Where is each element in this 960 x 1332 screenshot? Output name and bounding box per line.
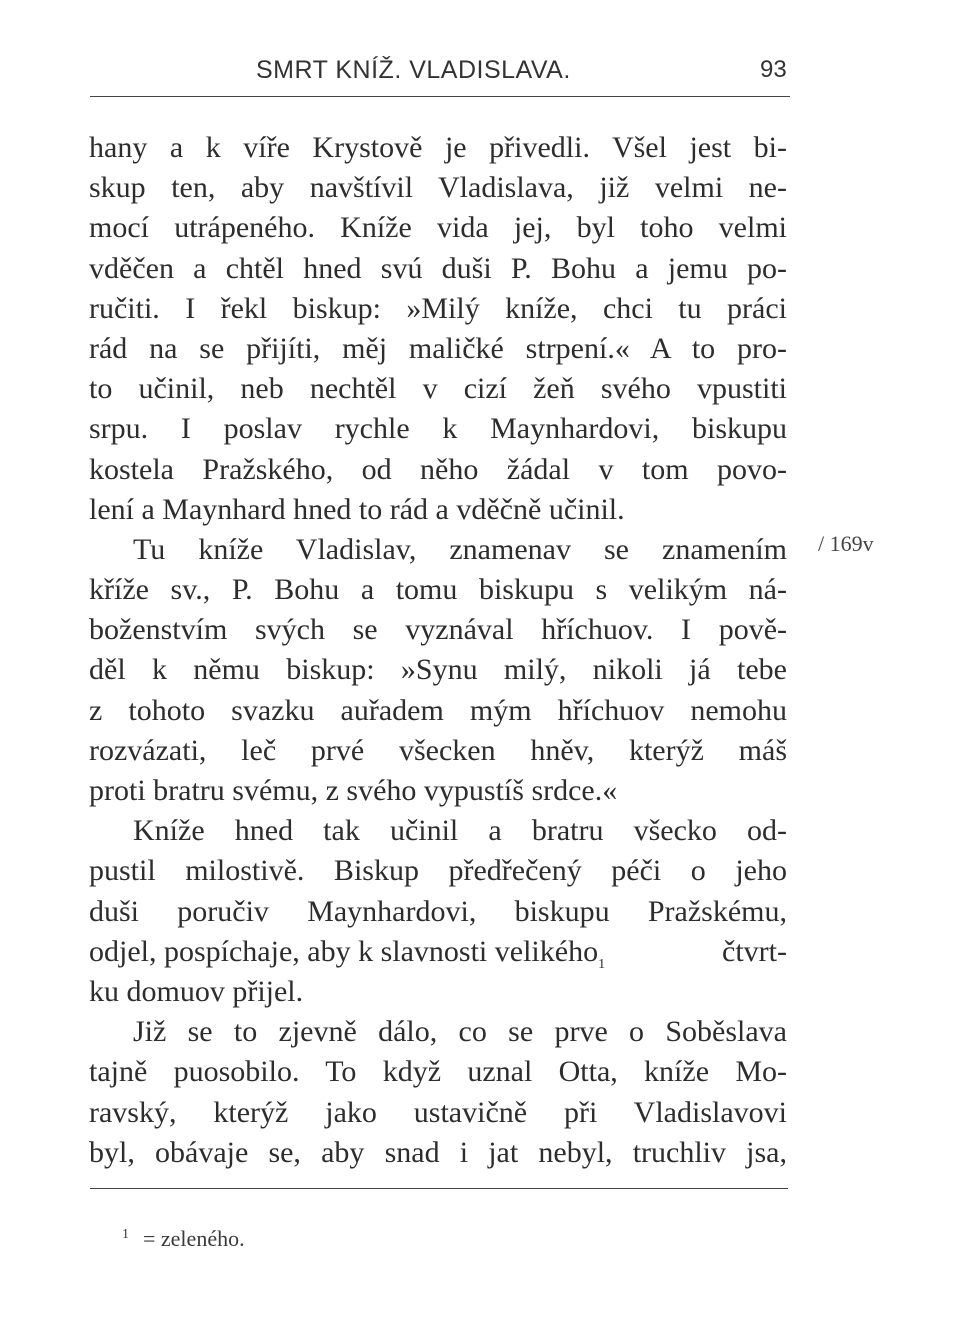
text-line: ravský, kterýž jako ustavičně při Vladislavovi xyxy=(89,1095,787,1129)
running-head: SMRT KNÍŽ. VLADISLAVA. xyxy=(256,56,571,84)
text-line: skup ten, aby navštívil Vladislava, již velmi ne- xyxy=(89,171,787,205)
text-line: ku domuov přijel. xyxy=(89,974,304,1008)
text-line: pustil milostivě. Biskup předřečený péči o jeho xyxy=(89,854,787,888)
text-line: Již se to zjevně dálo, co se prve o Soběslava xyxy=(133,1015,787,1049)
margin-folio-note: / 169v xyxy=(818,531,874,556)
text-line: vděčen a chtěl hned svú duši P. Bohu a jemu po- xyxy=(89,251,787,285)
text-line: proti bratru svému, z svého vypustíš srdce.« xyxy=(89,774,618,807)
text-line: tajně puosobilo. To když uznal Otta, kníže Mo- xyxy=(89,1055,787,1089)
text-line-head: odjel, pospíchaje, aby k slavnosti velikého$_1$ xyxy=(89,934,606,972)
footnote-reference: 1 xyxy=(598,956,606,972)
text-line: ručiti. I řekl biskup: »Milý kníže, chci tu práci xyxy=(89,291,787,325)
footnote-mark: 1 xyxy=(122,1226,129,1242)
text-line: lení a Maynhard hned to rád a vděčně učinil. xyxy=(89,492,625,526)
text-line: boženstvím svých se vyznával hříchuov. I pově- xyxy=(89,613,787,647)
text-line: duši poručiv Maynhardovi, biskupu Pražskému, xyxy=(89,894,787,928)
text-line: děl k němu biskup: »Synu milý, nikoli já tebe xyxy=(89,653,787,687)
text-line: z tohoto svazku auřadem mým hříchuov nemohu xyxy=(89,693,787,727)
text-line xyxy=(89,932,787,972)
page-number: 93 xyxy=(760,56,787,83)
text-line: Tu kníže Vladislav, znamenav se znamením xyxy=(133,532,787,566)
text-line: srpu. I poslav rychle k Maynhardovi, biskupu xyxy=(89,412,787,446)
text-line: hany a k víře Krystově je přivedli. Všel jest bi- xyxy=(89,131,787,164)
text-line: rád na se přijíti, měj maličké strpení.« A to pro- xyxy=(89,331,787,365)
text-line: kostela Pražského, od něho žádal v tom povo- xyxy=(89,452,787,486)
text-line: mocí utrápeného. Kníže vida jej, byl toho velmi xyxy=(89,211,787,245)
text-line: byl, obávaje se, aby snad i jat nebyl, truchliv jsa, xyxy=(89,1135,787,1169)
footnote-text: = zeleného. xyxy=(143,1226,245,1251)
header-rule xyxy=(90,96,790,97)
footnote xyxy=(122,1226,245,1252)
text-line: to učinil, neb nechtěl v cizí žeň svého vpustiti xyxy=(89,372,787,406)
text-line: rozvázati, leč prvé všecken hněv, kterýž máš xyxy=(89,733,787,767)
text-line-tail: čtvrt- xyxy=(722,934,787,968)
body-text xyxy=(89,128,787,1173)
footnote-rule xyxy=(90,1188,788,1189)
text-line: kříže sv., P. Bohu a tomu biskupu s velikým ná- xyxy=(89,573,787,607)
text-line: Kníže hned tak učinil a bratru všecko od- xyxy=(133,814,787,848)
